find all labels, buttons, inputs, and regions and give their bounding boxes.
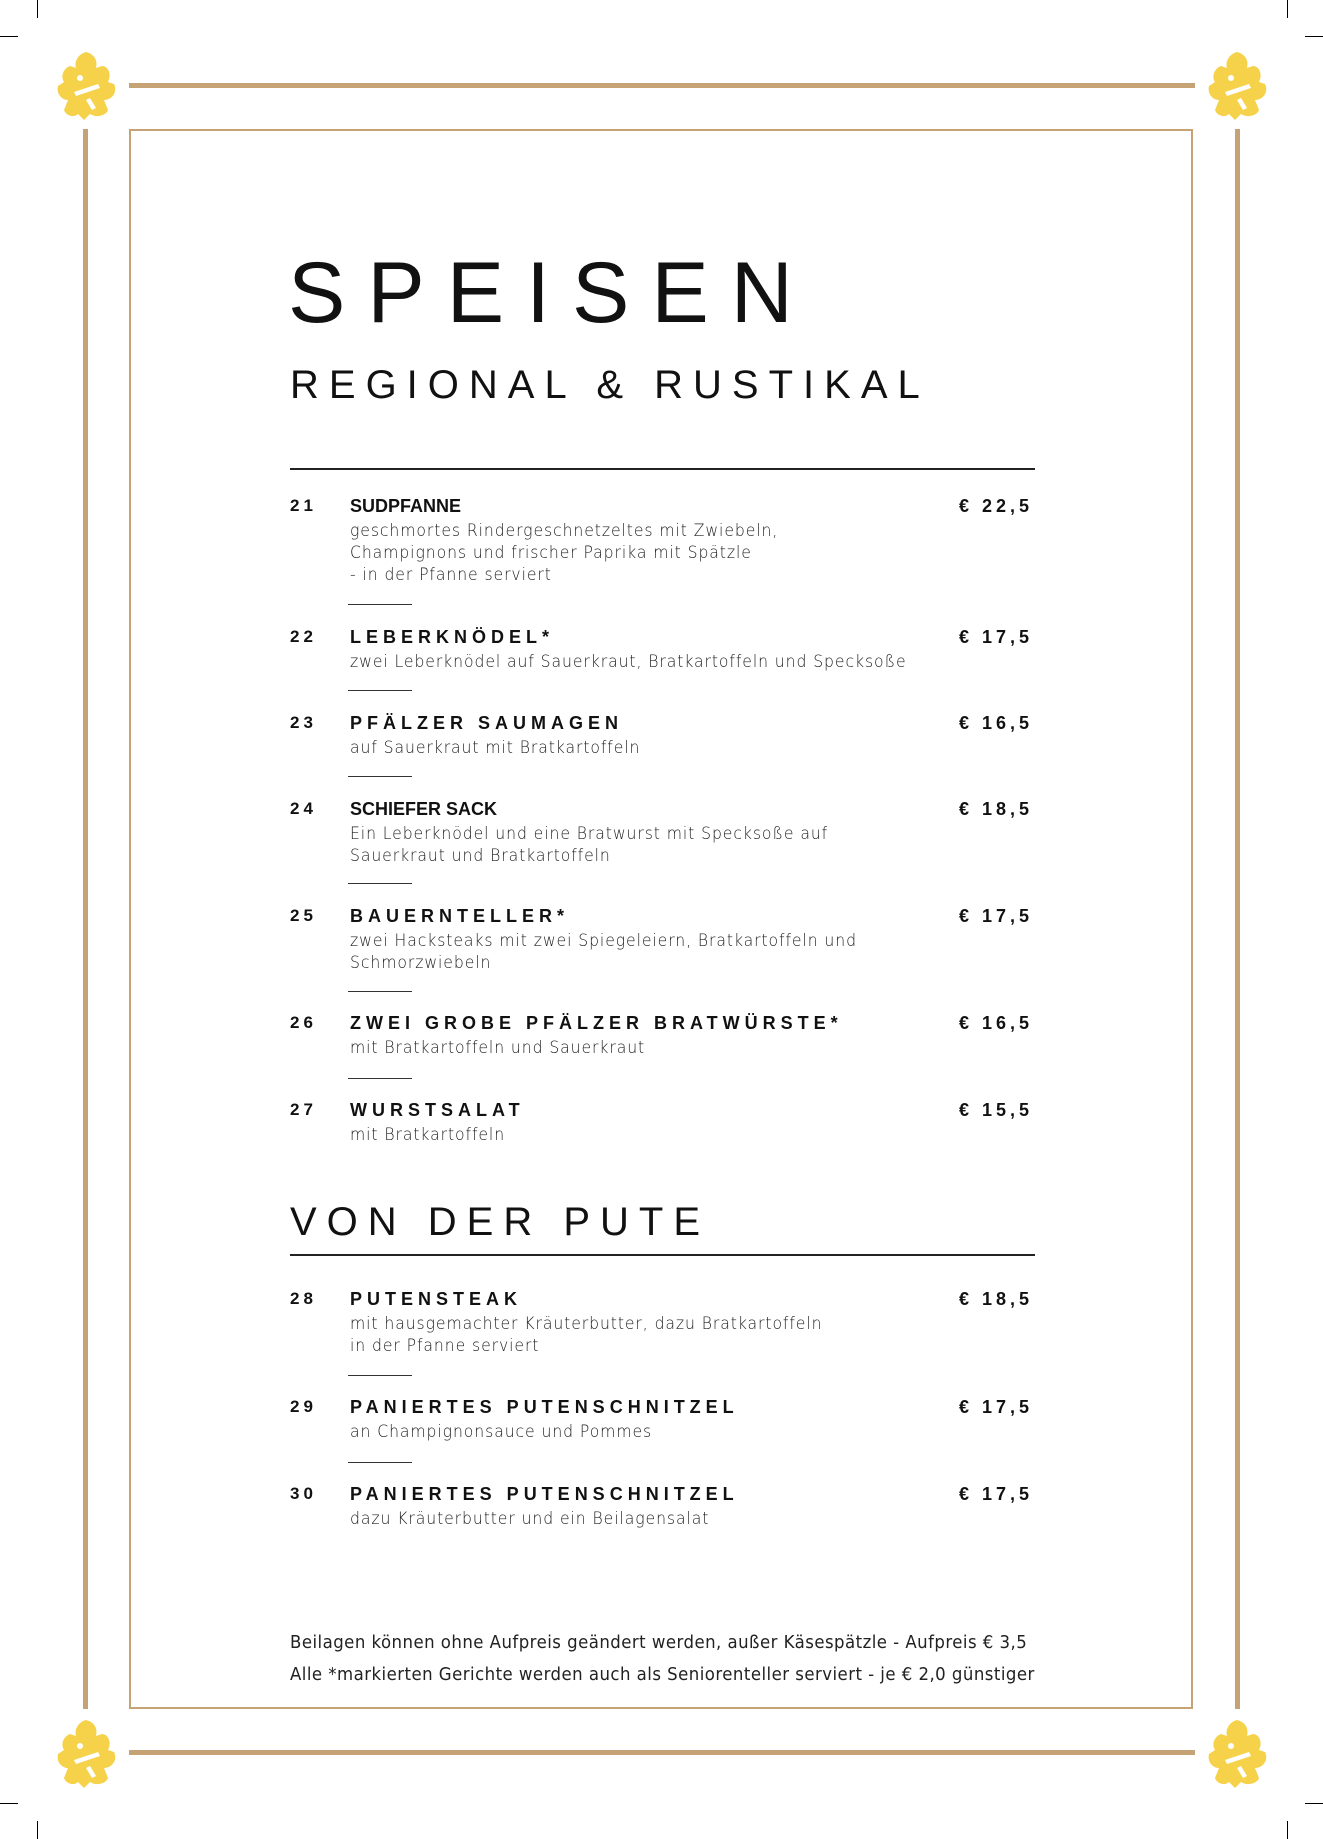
item-price: € 18,5 [958,799,1033,819]
item-description: Ein Leberknödel und eine Bratwurst mit Specksoße auf Sauerkraut und Bratkartoffeln [350,824,829,866]
item-description: an Champignonsauce und Pommes [350,1422,653,1442]
item-name: BAUERNTELLER* [350,906,570,926]
item-divider [348,776,412,777]
crop-mark-top-right-v [1287,0,1288,18]
crop-mark-bottom-left-h [0,1803,18,1804]
item-name: PFÄLZER SAUMAGEN [350,713,623,733]
item-price: € 22,5 [958,496,1033,516]
item-price: € 16,5 [958,1013,1033,1033]
section-title: VON DER PUTE [290,1200,711,1244]
item-name: SCHIEFER SACK [350,799,498,819]
item-divider [348,604,412,605]
knight-emblem-icon [1201,1716,1273,1792]
item-price: € 18,5 [958,1289,1033,1309]
section-rule [290,1254,1035,1256]
footnote-senior: Alle *markierten Gerichte werden auch als Seniorenteller serviert - je € 2,0 günstiger [290,1664,1035,1685]
knight-emblem-icon [50,1716,122,1792]
item-description: zwei Leberknödel auf Sauerkraut, Bratkartoffeln und Specksoße [350,652,907,672]
item-price: € 15,5 [958,1100,1033,1120]
item-description: mit Bratkartoffeln [350,1125,506,1145]
item-price: € 16,5 [958,713,1033,733]
item-description: auf Sauerkraut mit Bratkartoffeln [350,738,641,758]
item-divider [348,991,412,992]
frame-line-left [83,129,88,1709]
item-description: mit hausgemachter Kräuterbutter, dazu Bratkartoffeln in der Pfanne serviert [350,1314,823,1356]
item-price: € 17,5 [958,906,1033,926]
footnote-sides: Beilagen können ohne Aufpreis geändert werden, außer Käsespätzle - Aufpreis € 3,5 [290,1632,1028,1653]
item-name: PUTENSTEAK [350,1289,523,1309]
crop-mark-bottom-right-v [1287,1821,1288,1839]
item-name: LEBERKNÖDEL* [350,627,555,647]
item-divider [348,883,412,884]
frame-line-bottom [129,1750,1195,1755]
item-name: PANIERTES PUTENSCHNITZEL [350,1484,739,1504]
item-price: € 17,5 [958,1484,1033,1504]
item-divider [348,1462,412,1463]
item-name: ZWEI GROBE PFÄLZER BRATWÜRSTE* [350,1013,843,1033]
item-number: 30 [290,1484,317,1503]
item-number: 27 [290,1100,317,1119]
item-price: € 17,5 [958,627,1033,647]
crop-mark-top-left-v [37,0,38,18]
item-number: 23 [290,713,317,732]
page-subtitle: REGIONAL & RUSTIKAL [290,363,930,407]
item-divider [348,1078,412,1079]
item-number: 22 [290,627,317,646]
item-name: SUDPFANNE [350,496,462,516]
item-name: WURSTSALAT [350,1100,525,1120]
item-description: mit Bratkartoffeln und Sauerkraut [350,1038,646,1058]
item-number: 28 [290,1289,317,1308]
item-number: 26 [290,1013,317,1032]
crop-mark-top-left-h [0,36,18,37]
header-rule [290,468,1035,470]
crop-mark-bottom-left-v [37,1821,38,1839]
item-name: PANIERTES PUTENSCHNITZEL [350,1397,739,1417]
frame-line-right [1235,129,1240,1709]
item-divider [348,1375,412,1376]
item-number: 21 [290,496,317,515]
item-description: dazu Kräuterbutter und ein Beilagensalat [350,1509,710,1529]
item-divider [348,690,412,691]
crop-mark-top-right-h [1305,36,1323,37]
item-description: geschmortes Rindergeschnetzeltes mit Zwiebeln, Champignons und frischer Paprika mit Spätzle - in der Pfanne serviert [350,521,779,585]
item-number: 25 [290,906,317,925]
item-number: 29 [290,1397,317,1416]
knight-emblem-icon [1201,48,1273,124]
knight-emblem-icon [50,48,122,124]
page-title: SPEISEN [288,245,815,341]
item-price: € 17,5 [958,1397,1033,1417]
item-description: zwei Hacksteaks mit zwei Spiegeleiern, Bratkartoffeln und Schmorzwiebeln [350,931,857,973]
crop-mark-bottom-right-h [1305,1803,1323,1804]
item-number: 24 [290,799,317,818]
frame-line-top [129,83,1195,88]
